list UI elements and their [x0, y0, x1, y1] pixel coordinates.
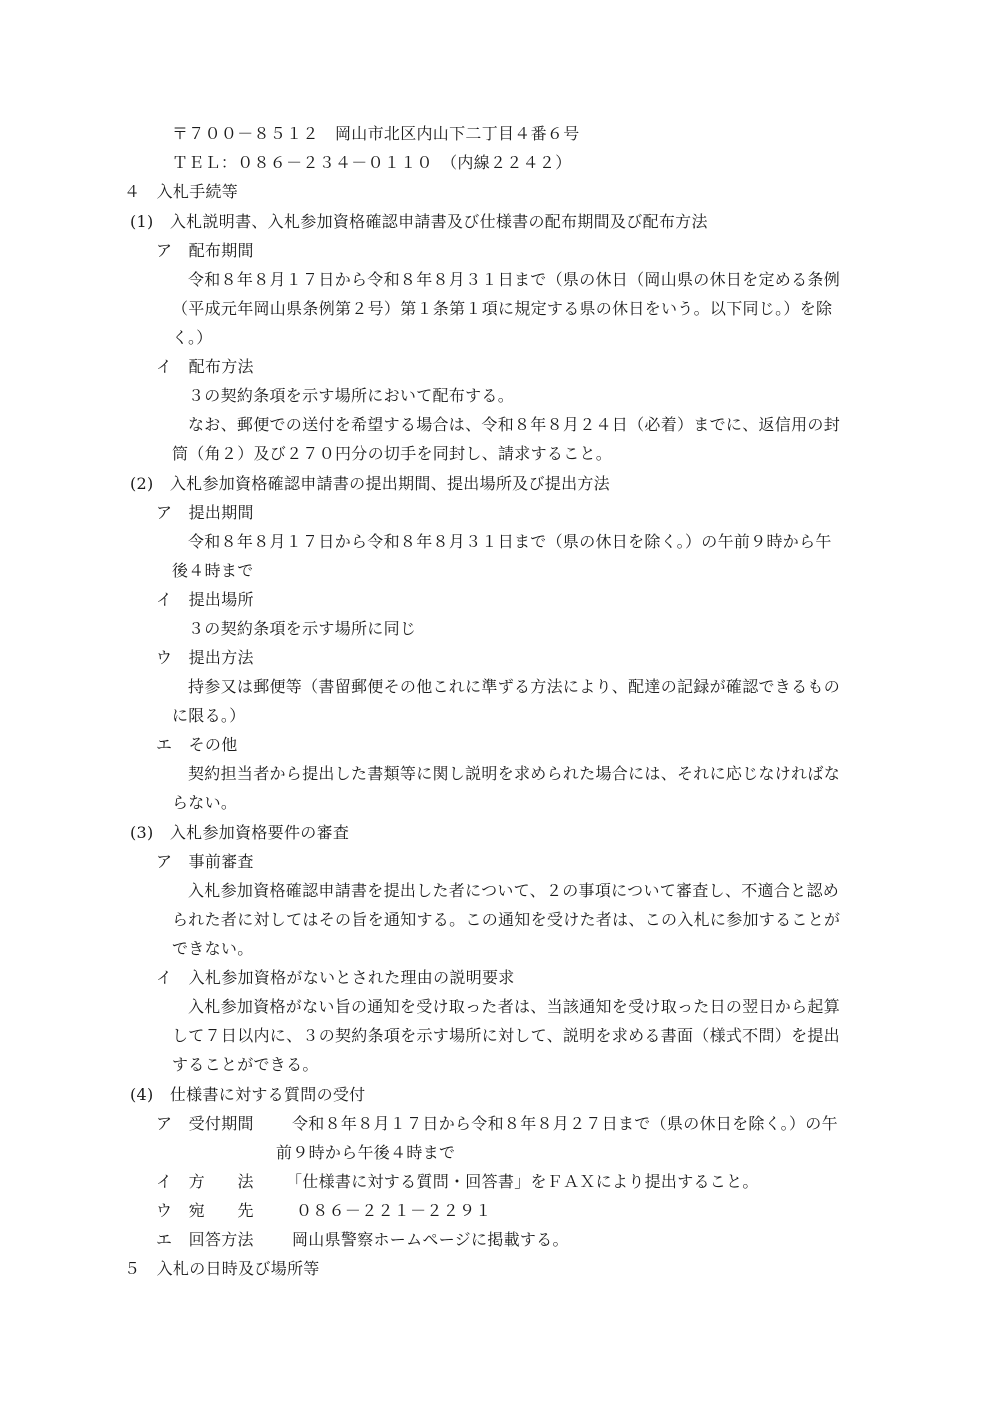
paragraph-line: 契約担当者から提出した書類等に関し説明を求められた場合には、それに応じなければな: [188, 764, 841, 783]
paragraph-line: なお、郵便での送付を希望する場合は、令和８年８月２４日（必着）までに、返信用の封: [188, 415, 841, 434]
item-2-a-heading: ア 提出期間: [156, 503, 254, 522]
paragraph-line: 持参又は郵便等（書留郵便その他これに準ずる方法により、配達の記録が確認できるもの: [188, 677, 841, 696]
item-3-b-heading: イ 入札参加資格がないとされた理由の説明要求: [156, 968, 515, 987]
item-4-c-value: ０８６－２２１－２２９１: [296, 1201, 492, 1220]
paragraph-line: られた者に対してはその旨を通知する。この通知を受けた者は、この入札に参加することが: [172, 910, 841, 929]
item-1-heading: (1) 入札説明書、入札参加資格確認申請書及び仕様書の配布期間及び配布方法: [130, 212, 708, 231]
paragraph-line: することができる。: [172, 1055, 319, 1074]
paragraph-line: 入札参加資格確認申請書を提出した者について、２の事項について審査し、不適合と認め: [188, 881, 840, 900]
paragraph-line: （平成元年岡山県条例第２号）第１条第１項に規定する県の休日をいう。以下同じ。）を除: [172, 299, 833, 318]
paragraph-line: 後４時まで: [172, 561, 254, 580]
paragraph-line: 筒（角２）及び２７０円分の切手を同封し、請求すること。: [172, 444, 613, 463]
paragraph-line: ３の契約条項を示す場所に同じ: [188, 619, 417, 638]
paragraph-line: して７日以内に、３の契約条項を示す場所に対して、説明を求める書面（様式不問）を提出: [172, 1026, 840, 1045]
section-5-heading: ５ 入札の日時及び場所等: [124, 1259, 320, 1278]
paragraph-line: らない。: [172, 793, 238, 812]
paragraph-line: 令和８年８月１７日から令和８年８月３１日まで（県の休日（岡山県の休日を定める条例: [188, 270, 841, 289]
paragraph-line: ３の契約条項を示す場所において配布する。: [188, 386, 515, 405]
item-3-a-heading: ア 事前審査: [156, 852, 254, 871]
paragraph-line: できない。: [172, 939, 254, 958]
item-4-d-value: 岡山県警察ホームページに掲載する。: [292, 1230, 569, 1249]
item-4-a-value-cont: 前９時から午後４時まで: [276, 1143, 456, 1162]
item-2-b-heading: イ 提出場所: [156, 590, 254, 609]
item-2-heading: (2) 入札参加資格確認申請書の提出期間、提出場所及び提出方法: [130, 474, 610, 493]
item-2-c-heading: ウ 提出方法: [156, 648, 254, 667]
telephone: ＴＥＬ：０８６－２３４－０１１０ （内線２２４２）: [172, 153, 572, 172]
paragraph-line: に限る。）: [172, 706, 246, 725]
item-4-b-label: イ 方 法: [156, 1172, 254, 1191]
item-2-d-heading: エ その他: [156, 735, 238, 754]
item-1-a-heading: ア 配布期間: [156, 241, 254, 260]
item-1-b-heading: イ 配布方法: [156, 357, 254, 376]
item-3-heading: (3) 入札参加資格要件の審査: [130, 823, 350, 842]
paragraph-line: 令和８年８月１７日から令和８年８月３１日まで（県の休日を除く。）の午前９時から午: [188, 532, 832, 551]
postal-address: 〒７００－８５１２ 岡山市北区内山下二丁目４番６号: [172, 124, 580, 143]
item-4-a-label: ア 受付期間: [156, 1114, 254, 1133]
item-4-c-label: ウ 宛 先: [156, 1201, 254, 1220]
item-4-d-label: エ 回答方法: [156, 1230, 254, 1249]
item-4-a-value: 令和８年８月１７日から令和８年８月２７日まで（県の休日を除く。）の午: [292, 1114, 838, 1133]
item-4-heading: (4) 仕様書に対する質問の受付: [130, 1085, 366, 1104]
paragraph-line: 入札参加資格がない旨の通知を受け取った者は、当該通知を受け取った日の翌日から起算: [188, 997, 841, 1016]
paragraph-line: く。）: [172, 328, 213, 347]
item-4-b-value: 「仕様書に対する質問・回答書」をＦＡＸにより提出すること。: [286, 1172, 759, 1191]
section-4-heading: ４ 入札手続等: [124, 182, 239, 201]
